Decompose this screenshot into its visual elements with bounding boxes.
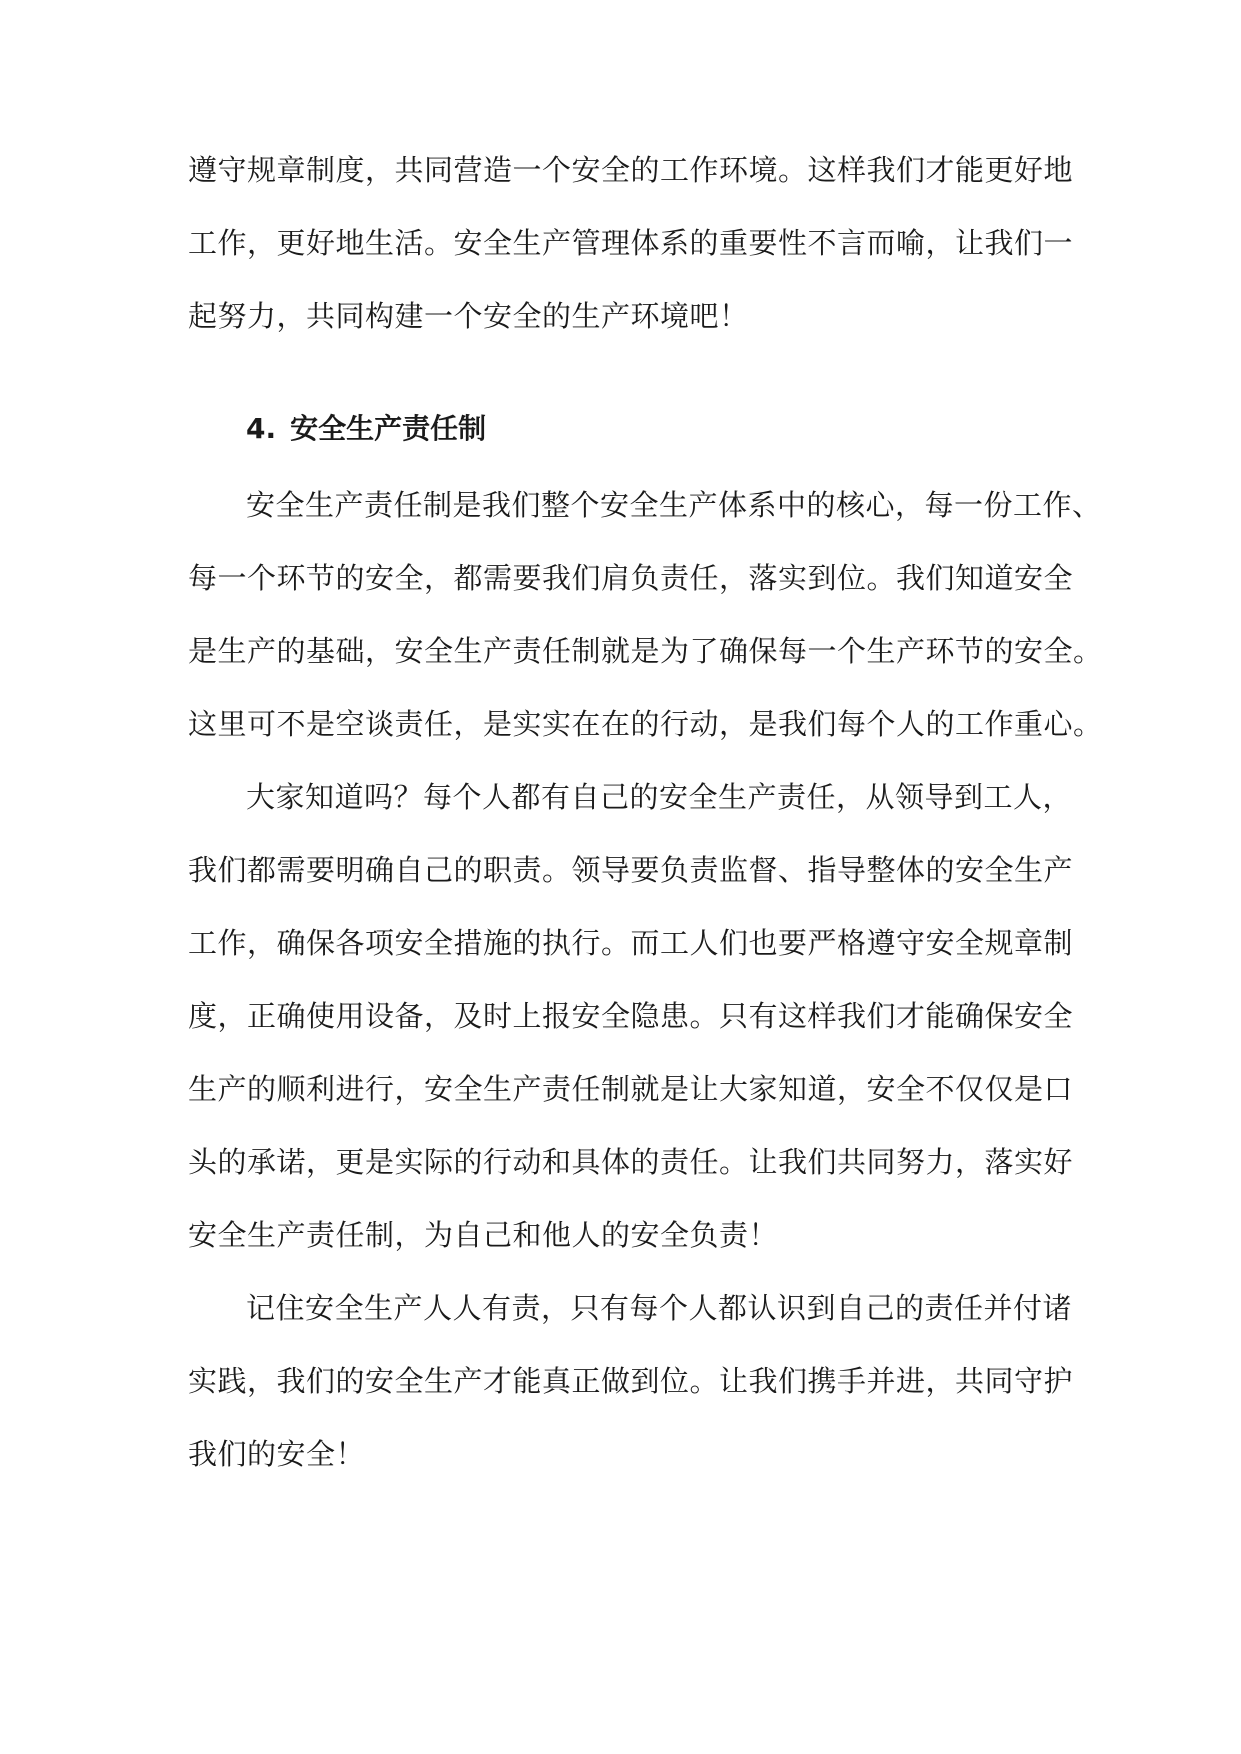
paragraph-line: 度，正确使用设备，及时上报安全隐患。只有这样我们才能确保安全 (188, 999, 1074, 1033)
paragraph-line: 工作，更好地生活。安全生产管理体系的重要性不言而喻，让我们一 (188, 226, 1074, 260)
paragraph-line: 记住安全生产人人有责，只有每个人都认识到自己的责任并付诸 (246, 1291, 1073, 1325)
paragraph-line: 头的承诺，更是实际的行动和具体的责任。让我们共同努力，落实好 (188, 1145, 1074, 1179)
paragraph-line: 实践，我们的安全生产才能真正做到位。让我们携手并进，共同守护 (188, 1364, 1074, 1398)
section-number: 4. (246, 412, 277, 445)
section-heading (246, 407, 486, 451)
paragraph-line: 起努力，共同构建一个安全的生产环境吧！ (188, 299, 749, 333)
section-title: 安全生产责任制 (290, 412, 487, 445)
paragraph-line: 每一个环节的安全，都需要我们肩负责任，落实到位。我们知道安全 (188, 561, 1074, 595)
paragraph-line: 安全生产责任制是我们整个安全生产体系中的核心，每一份工作、 (246, 488, 1102, 522)
paragraph-line: 我们的安全！ (188, 1437, 366, 1471)
paragraph-line: 我们都需要明确自己的职责。领导要负责监督、指导整体的安全生产 (188, 853, 1074, 887)
paragraph-line: 大家知道吗？每个人都有自己的安全生产责任，从领导到工人， (246, 780, 1073, 814)
paragraph-line: 生产的顺利进行，安全生产责任制就是让大家知道，安全不仅仅是口 (188, 1072, 1074, 1106)
paragraph-line: 安全生产责任制，为自己和他人的安全负责！ (188, 1218, 779, 1252)
paragraph-line: 是生产的基础，安全生产责任制就是为了确保每一个生产环节的安全。 (188, 634, 1103, 668)
paragraph-line: 遵守规章制度，共同营造一个安全的工作环境。这样我们才能更好地 (188, 153, 1074, 187)
paragraph-line: 工作，确保各项安全措施的执行。而工人们也要严格遵守安全规章制 (188, 926, 1074, 960)
paragraph-line: 这里可不是空谈责任，是实实在在的行动，是我们每个人的工作重心。 (188, 707, 1103, 741)
